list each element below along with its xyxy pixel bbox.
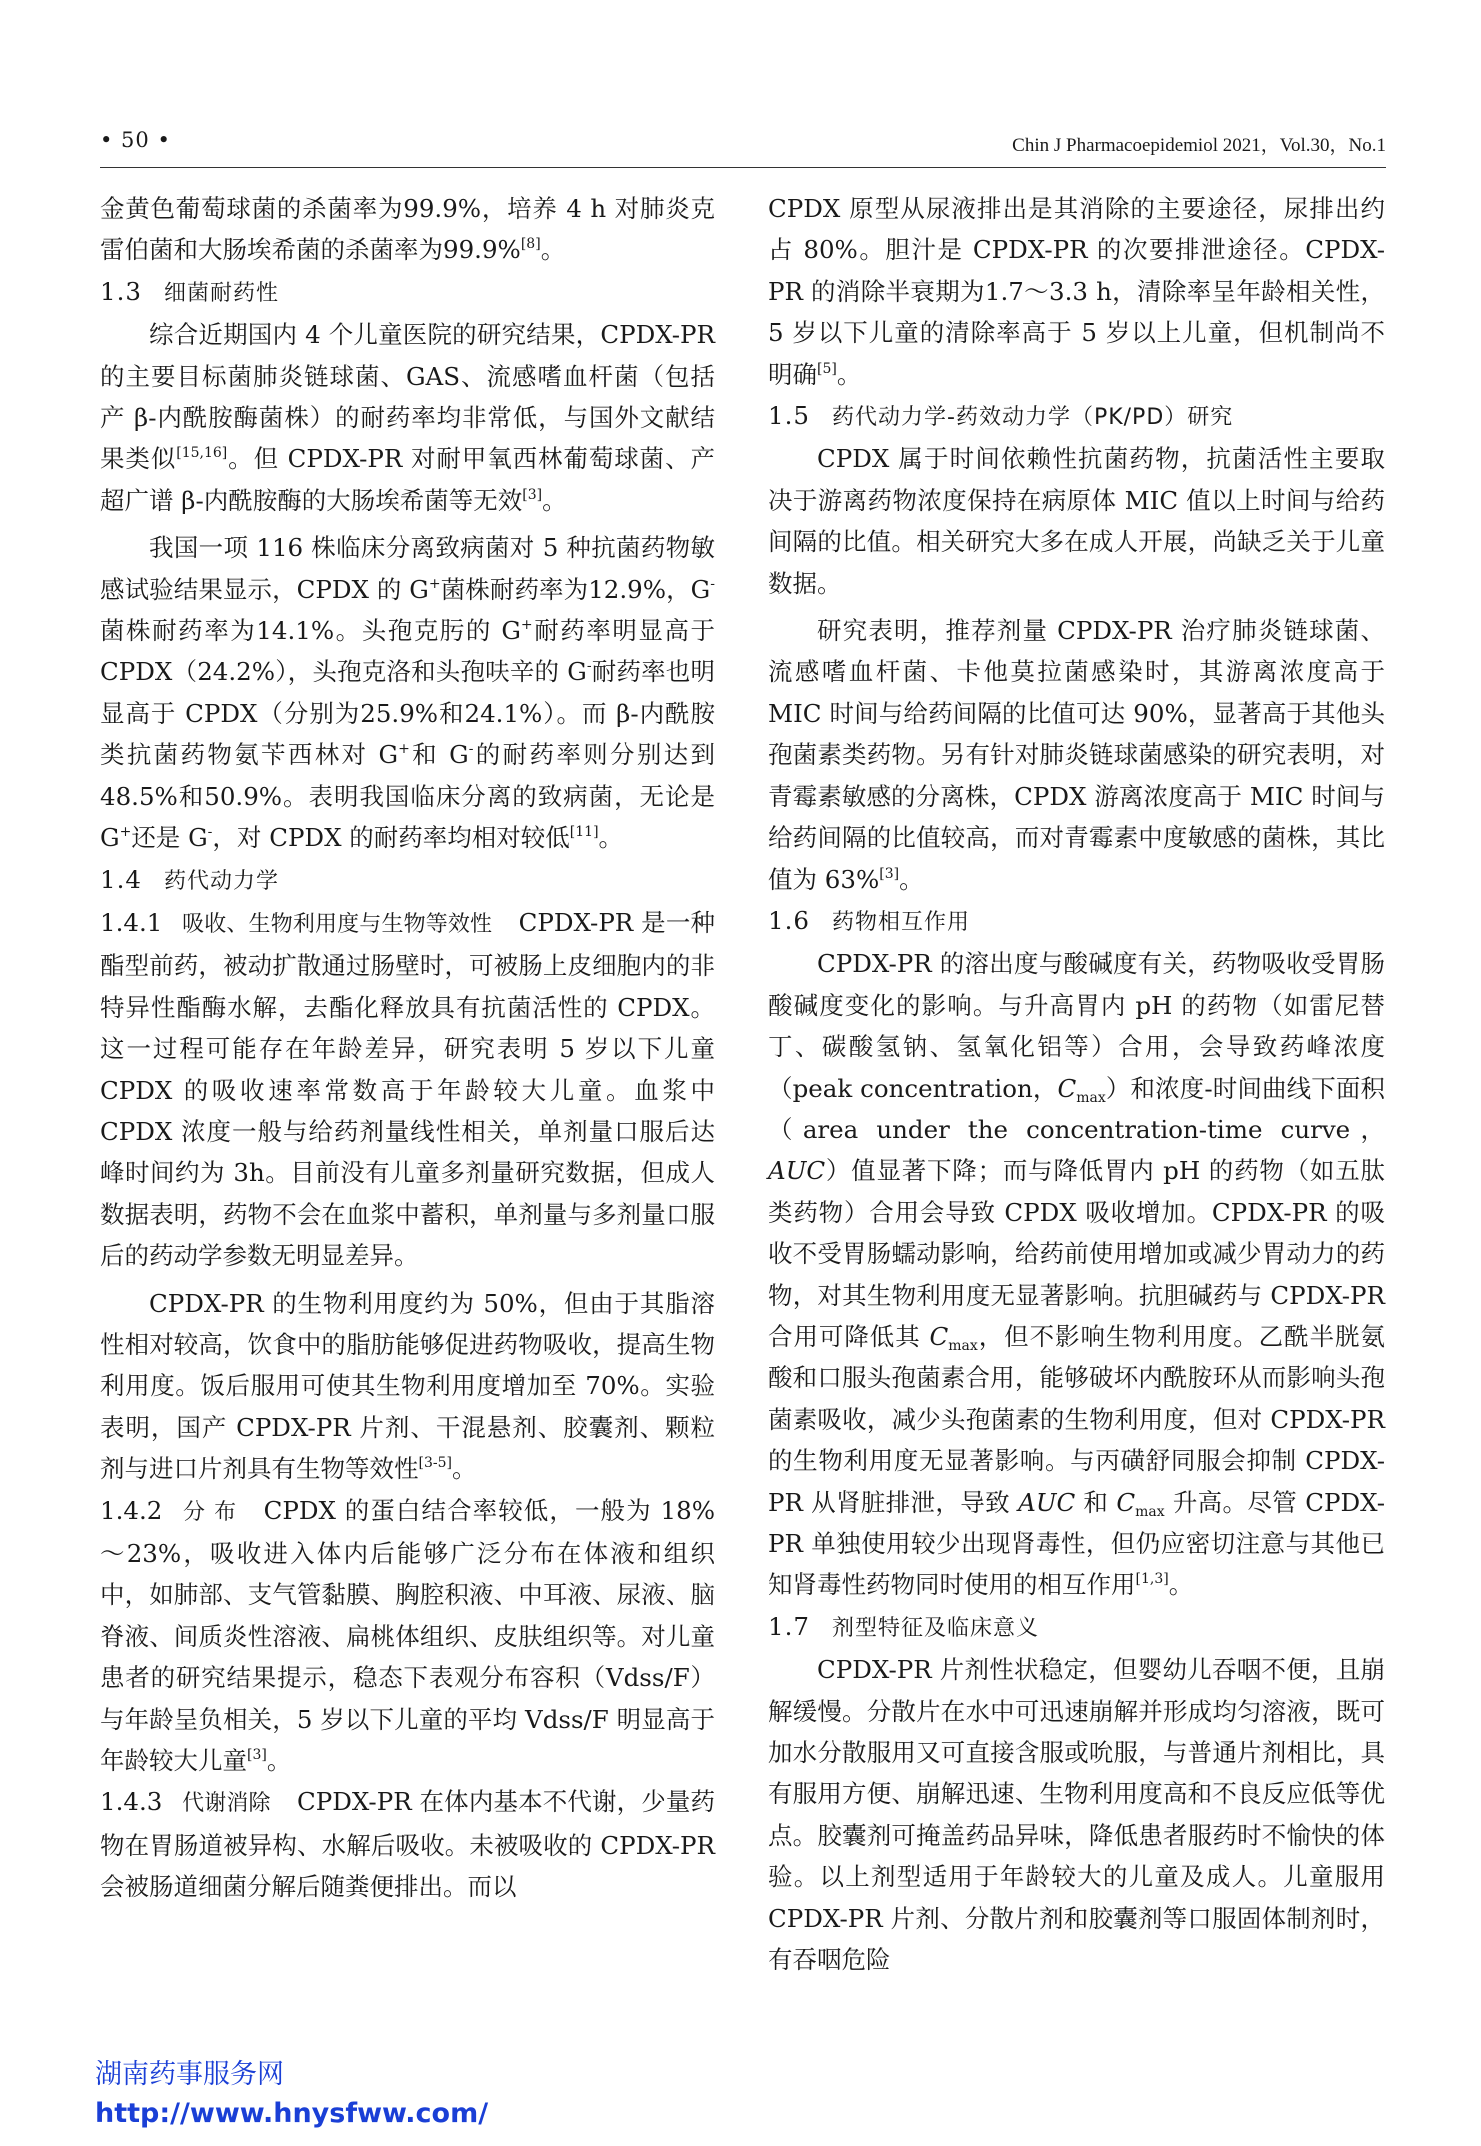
section-heading-1-6: 1.6 药物相互作用: [768, 905, 971, 935]
citation-ref: [5]: [817, 360, 837, 377]
subsection-1-4-2: 1.4.2 分 布 CPDX 的蛋白结合率较低，一般为 18%～23%，吸收进入体内后能够广泛分布在体液和组织中，如肺部、支气管黏膜、胸腔积液、中耳液、尿液、脑脊液、间质炎性溶液、扁桃体组织、皮肤组织等。对儿童患者的研究结果提示，稳态下表观分布容积（Vdss/F）与年龄呈负相关，5 岁以下儿童的平均 Vdss/F 明显高于年龄较大儿童[3]。: [100, 1495, 715, 1776]
section-heading-1-5: 1.5 药代动力学-药效动力学（PK/PD）研究: [768, 401, 1234, 431]
citation-ref: [11]: [569, 824, 599, 841]
citation-ref: [3]: [879, 865, 900, 882]
page-number: • 50 •: [100, 128, 171, 152]
section-heading-1-3: 1.3 细菌耐药性: [100, 276, 280, 306]
paragraph: 我国一项 116 株临床分离致病菌对 5 种抗菌药物敏感试验结果显示，CPDX 的 G+菌株耐药率为12.9%，G-菌株耐药率为14.1%。头孢克肟的 G+耐药率明显高于 CPDX（24.2%），头孢克洛和头孢呋辛的 G-耐药率也明显高于 CPDX（分别为25.9%和24.1%）。而 β-内酰胺类抗菌药物氨苄西林对 G+和 G-的耐药率则分别达到48.5%和50.9%。表明我国临床分离的致病菌，无论是 G+还是 G-，对 CPDX 的耐药率均相对较低[11]。: [100, 533, 716, 853]
paragraph: CPDX-PR 片剂性状稳定，但婴幼儿吞咽不便，且崩解缓慢。分散片在水中可迅速崩解并形成均匀溶液，既可加水分散服用又可直接含服或吮服，与普通片剂相比，具有服用方便、崩解迅速、生物利用度高和不良反应低等优点。胶囊剂可掩盖药品异味，降低患者服药时不愉快的体验。以上剂型适用于年龄较大的儿童及成人。儿童服用 CPDX-PR 片剂、分散片剂和胶囊剂等口服固体制剂时，有吞咽危险: [768, 1655, 1385, 1975]
paragraph: 综合近期国内 4 个儿童医院的研究结果，CPDX-PR 的主要目标菌肺炎链球菌、GAS、流感嗜血杆菌（包括产 β-内酰胺酶菌株）的耐药率均非常低，与国外文献结果类似[15,16]。但 CPDX-PR 对耐甲氧西林葡萄球菌、产超广谱 β-内酰胺酶的大肠埃希菌等无效[3]。: [100, 320, 716, 515]
site-watermark: [95, 2056, 488, 2134]
citation-ref: [3]: [522, 486, 543, 503]
site-name: 湖南药事服务网: [95, 2059, 284, 2090]
subsection-1-4-1: 1.4.1 吸收、生物利用度与生物等效性 CPDX-PR 是一种酯型前药，被动扩散通过肠壁时，可被肠上皮细胞内的非特异性酯酶水解，去酯化释放具有抗菌活性的 CPDX。这一过程可能存在年龄差异，研究表明 5 岁以下儿童 CPDX 的吸收速率常数高于年龄较大儿童。血浆中 CPDX 浓度一般与给药剂量线性相关，单剂量口服后达峰时间约为 3h。目前没有儿童多剂量研究数据，但成人数据表明，药物不会在血浆中蓄积，单剂量与多剂量口服后的药动学参数无明显差异。: [100, 907, 715, 1271]
paragraph: CPDX 原型从尿液排出是其消除的主要途径，尿排出约占 80%。胆汁是 CPDX-PR 的次要排泄途径。CPDX-PR 的消除半衰期为1.7～3.3 h，清除率呈年龄相关性，5 岁以下儿童的清除率高于 5 岁以上儿童，但机制尚不明确[5]。: [768, 194, 1385, 389]
subsection-1-4-3: 1.4.3 代谢消除 CPDX-PR 在体内基本不代谢，少量药物在胃肠道被异构、水解后吸收。未被吸收的 CPDX-PR 会被肠道细菌分解后随粪便排出。而以: [100, 1787, 715, 1902]
section-heading-1-4: 1.4 药代动力学: [100, 864, 280, 894]
paragraph: 研究表明，推荐剂量 CPDX-PR 治疗肺炎链球菌、流感嗜血杆菌、卡他莫拉菌感染时，其游离浓度高于 MIC 时间与给药间隔的比值可达 90%，显著高于其他头孢菌素类药物。另有针对肺炎链球菌感染的研究表明，对青霉素敏感的分离株，CPDX 游离浓度高于 MIC 时间与给药间隔的比值较高，而对青霉素中度敏感的菌株，其比值为 63%[3]。: [768, 616, 1385, 894]
citation-ref: [3]: [247, 1747, 267, 1764]
left-column: [100, 188, 715, 1908]
citation-ref: [1,3]: [1135, 1571, 1169, 1588]
citation-ref: [3-5]: [418, 1455, 452, 1472]
header-rule: [100, 167, 1386, 168]
journal-citation: Chin J Pharmacoepidemiol 2021，Vol.30，No.1: [1012, 135, 1386, 156]
paragraph: CPDX 属于时间依赖性抗菌药物，抗菌活性主要取决于游离药物浓度保持在病原体 MIC 值以上时间与给药间隔的比值。相关研究大多在成人开展，尚缺乏关于儿童数据。: [768, 444, 1385, 598]
paragraph: CPDX-PR 的生物利用度约为 50%，但由于其脂溶性相对较高，饮食中的脂肪能够促进药物吸收，提高生物利用度。饭后服用可使其生物利用度增加至 70%。实验表明，国产 CPDX-PR 片剂、干混悬剂、胶囊剂、颗粒剂与进口片剂具有生物等效性[3-5]。: [100, 1288, 715, 1484]
running-header: [100, 128, 1386, 168]
site-url-link[interactable]: http://www.hnysfww.com/: [95, 2098, 489, 2129]
paragraph: 金黄色葡萄球菌的杀菌率为99.9%，培养 4 h 对肺炎克雷伯菌和大肠埃希菌的杀菌率为99.9%[8]。: [100, 194, 715, 265]
section-heading-1-7: 1.7 剂型特征及临床意义: [768, 1611, 1040, 1641]
citation-ref: [8]: [520, 236, 541, 253]
paragraph: CPDX-PR 的溶出度与酸碱度有关，药物吸收受胃肠酸碱度变化的影响。与升高胃内 pH 的药物（如雷尼替丁、碳酸氢钠、氢氧化铝等）合用，会导致药峰浓度（peak concentration，$C_{max}$）和浓度-时间曲线下面积（area under the concentration-time curve，AUC）值显著下降；而与降低胃内 pH 的药物（如五肽类药物）合用会导致 CPDX 吸收增加。CPDX-PR 的吸收不受胃肠蠕动影响，给药前使用增加或减少胃动力的药物，对其生物利用度无显著影响。抗胆碱药与 CPDX-PR 合用可降低其 $C_{max}$，但不影响生物利用度。乙酰半胱氨酸和口服头孢菌素合用，能够破坏内酰胺环从而影响头孢菌素吸收，减少头孢菌素的生物利用度，但对 CPDX-PR 的生物利用度无显著影响。与丙磺舒同服会抑制 CPDX-PR 从肾脏排泄，导致 AUC 和 $C_{max}$ 升高。尽管 CPDX-PR 单独使用较少出现肾毒性，但仍应密切注意与其他已知肾毒性药物同时使用的相互作用[1,3]。: [768, 949, 1385, 1600]
right-column: [768, 188, 1385, 1980]
citation-ref: [15,16]: [176, 445, 228, 462]
